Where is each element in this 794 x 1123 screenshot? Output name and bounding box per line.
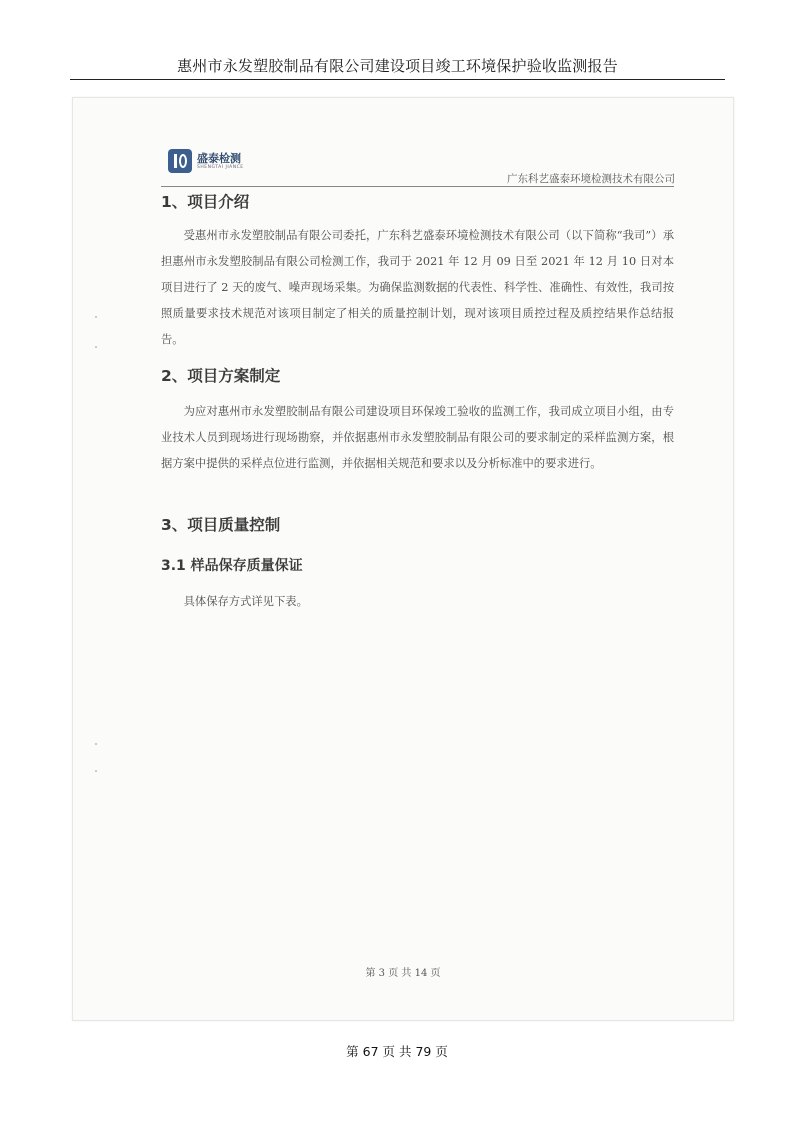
company-logo-icon [168,149,192,173]
scan-page-number: 第 3 页 共 14 页 [365,968,441,979]
scan-speck [95,346,97,348]
section-3-1-heading: 3.1 样品保存质量保证 [161,558,303,574]
scanned-page [72,97,734,1021]
company-name: 广东科艺盛泰环境检测技术有限公司 [507,173,675,185]
section-2-heading: 2、项目方案制定 [161,367,281,385]
company-logo [168,148,244,174]
section-2-paragraph: 为应对惠州市永发塑胶制品有限公司建设项目环保竣工验收的监测工作，我司成立项目小组，由专业技术人员到现场进行现场勘察，并依据惠州市永发塑胶制品有限公司的要求制定的采样监测方案，根据方案中提供的采样点位进行监测，并依据相关规范和要求以及分析标准中的要求进行。 [161,405,674,470]
report-header: 惠州市永发塑胶制品有限公司建设项目竣工环境保护验收监测报告 [177,57,618,75]
logo-name-cn: 盛泰检测 [197,151,241,165]
section-1-heading: 1、项目介绍 [161,193,250,211]
logo-name-en: SHENGTAI JIANCE [197,164,244,170]
section-3-heading: 3、项目质量控制 [161,516,281,534]
inner-header-divider [161,186,674,187]
report-page-number: 第 67 页 共 79 页 [346,1044,448,1059]
scan-speck [95,316,97,318]
scan-speck [95,743,97,745]
header-divider [70,79,725,80]
section-1-paragraph: 受惠州市永发塑胶制品有限公司委托，广东科艺盛泰环境检测技术有限公司（以下简称“我司”）承担惠州市永发塑胶制品有限公司检测工作，我司于 2021 年 12 月 09 日至 2021 年 12 月 10 日对本项目进行了 2 天的废气、噪声现场采集。为确保监测数据的代表性、科学性、准确性、有效性，我司按照质量要求技术规范对该项目制定了相关的质量控制计划，现对该项目质控过程及质控结果作总结报告。 [161,229,674,346]
scan-speck [95,770,97,772]
section-3-1-paragraph: 具体保存方式详见下表。 [183,595,308,608]
